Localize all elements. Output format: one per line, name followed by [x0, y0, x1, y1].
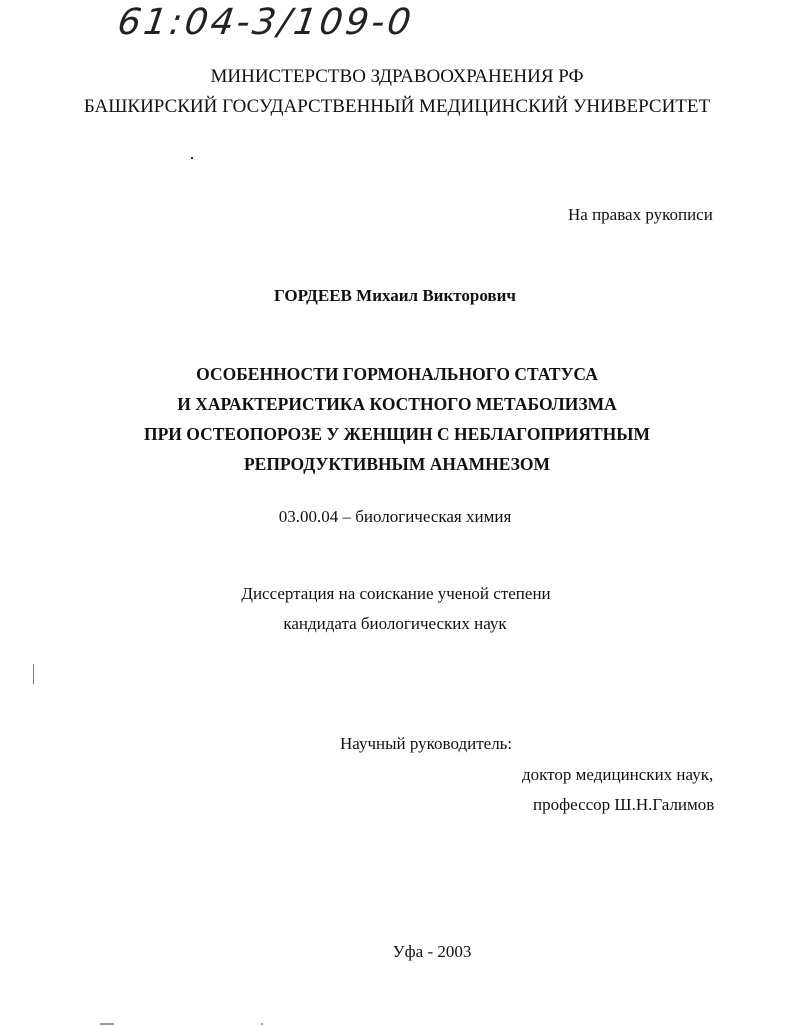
author-name: ГОРДЕЕВ Михаил Викторович — [274, 286, 516, 305]
supervisor-label: Научный руководитель: — [340, 734, 513, 753]
place-year: Уфа - 2003 — [392, 942, 472, 961]
ministry-header: МИНИСТЕРСТВО ЗДРАВООХРАНЕНИЯ РФ — [210, 66, 584, 87]
scan-vertical-mark — [33, 664, 34, 684]
scan-bottom-mark — [261, 1023, 263, 1025]
scan-dot — [191, 157, 193, 159]
supervisor-degree: доктор медицинских наук, — [522, 765, 714, 784]
degree-line: Диссертация на соискание ученой степени — [241, 584, 551, 603]
supervisor-name: профессор Ш.Н.Галимов — [533, 795, 715, 814]
degree-line: кандидата биологических наук — [283, 614, 507, 633]
title-line: И ХАРАКТЕРИСТИКА КОСТНОГО МЕТАБОЛИЗМА — [177, 394, 617, 414]
university-header: БАШКИРСКИЙ ГОСУДАРСТВЕННЫЙ МЕДИЦИНСКИЙ УНИВЕРСИТЕТ — [83, 96, 711, 117]
manuscript-rights: На правах рукописи — [568, 205, 713, 224]
title-line: ОСОБЕННОСТИ ГОРМОНАЛЬНОГО СТАТУСА — [196, 364, 598, 384]
specialty-code: 03.00.04 – биологическая химия — [278, 507, 512, 526]
scan-bottom-mark — [100, 1023, 114, 1025]
title-line: ПРИ ОСТЕОПОРОЗЕ У ЖЕНЩИН С НЕБЛАГОПРИЯТНЫМ — [144, 424, 650, 444]
title-line: РЕПРОДУКТИВНЫМ АНАМНЕЗОМ — [243, 454, 550, 474]
archive-number-handwritten: 61:04-3/109-0 — [115, 2, 417, 43]
